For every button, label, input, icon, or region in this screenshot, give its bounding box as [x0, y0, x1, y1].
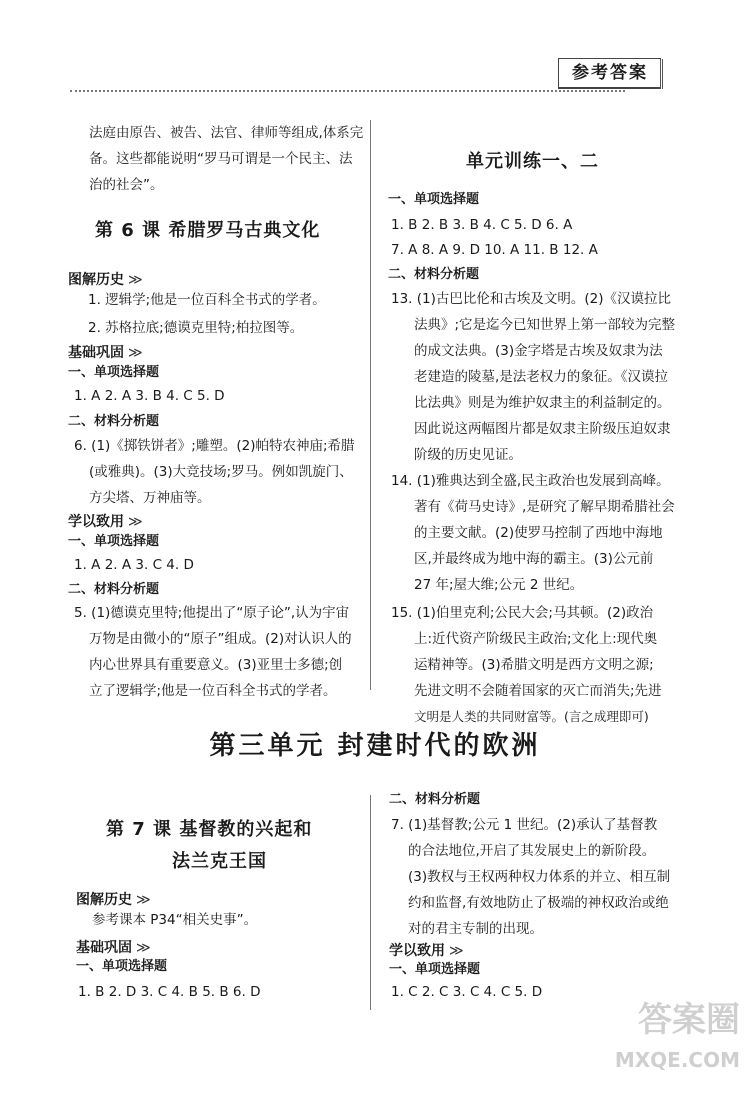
q15-line-2: 上:近代资产阶级民主政治;文化上:现代奥 — [414, 631, 658, 647]
q14-line-2: 著有《荷马史诗》,是研究了解早期希腊社会 — [414, 499, 675, 515]
jichu-material-line-3: 方尖塔、万神庙等。 — [89, 490, 211, 506]
right-single-label: 一、单项选择题 — [388, 192, 480, 207]
header-dotted-rule — [70, 90, 625, 92]
q14-line-4: 区,并最终成为地中海的霸主。(3)公元前 — [414, 551, 654, 567]
chevron-right-icon: ≫ — [128, 272, 143, 288]
lesson-6-title: 第 6 课 希腊罗马古典文化 — [95, 220, 321, 241]
right-answers-row-2: 7. A 8. A 9. D 10. A 11. B 12. A — [391, 242, 598, 258]
unit-training-title: 单元训练一、二 — [466, 151, 599, 172]
xueyi-material-line-1: 5. (1)德谟克里特;他提出了“原子论”,认为宇宙 — [74, 605, 350, 621]
xueyi-single-label: 一、单项选择题 — [68, 534, 160, 549]
q15-line-4: 先进文明不会随着国家的灭亡而消失;先进 — [414, 683, 662, 699]
lb-answers: 1. B 2. D 3. C 4. B 5. B 6. D — [78, 984, 261, 1000]
rb-answers: 1. C 2. C 3. C 4. C 5. D — [391, 984, 543, 1000]
xueyi-material-line-3: 内心世界具有重要意义。(3)亚里士多德;创 — [89, 657, 343, 673]
column-divider-bottom — [370, 795, 371, 1010]
xueyi-label-2-text: 学以致用 — [389, 943, 445, 959]
xueyi-answers: 1. A 2. A 3. C 4. D — [74, 557, 194, 573]
answer-key-tab: 参考答案 — [558, 58, 661, 89]
watermark-logo — [590, 1000, 740, 1080]
lesson-7-title-line-1: 第 7 课 基督教的兴起和 — [106, 819, 313, 840]
q13-line-2: 法典》;它是迄今已知世界上第一部较为完整 — [414, 317, 676, 333]
q13-line-6: 因此说这两幅图片都是奴隶主阶级压迫奴隶 — [414, 421, 671, 437]
q13-line-1: 13. (1)古巴比伦和古埃及文明。(2)《汉谟拉比 — [391, 291, 672, 307]
jichu-material-line-2: (或雅典)。(3)大竞技场;罗马。例如凯旋门、 — [89, 464, 353, 480]
q14-line-5: 27 年;屋大维;公元 2 世纪。 — [414, 577, 584, 593]
single-choice-label: 一、单项选择题 — [68, 365, 160, 380]
chevron-right-icon: ≫ — [136, 940, 151, 956]
q7-line-2: 的合法地位,开启了其发展史上的新阶段。 — [408, 843, 656, 859]
tujie-line-2: 2. 苏格拉底;德谟克里特;柏拉图等。 — [88, 320, 304, 336]
xueyi-material-line-2: 万物是由微小的“原子”组成。(2)对认识人的 — [89, 631, 352, 647]
xueyi-label-text: 学以致用 — [68, 514, 124, 530]
jichu-answers: 1. A 2. A 3. B 4. C 5. D — [74, 388, 225, 404]
chevron-right-icon: ≫ — [449, 943, 464, 959]
jichu-label-2-text: 基础巩固 — [76, 940, 132, 956]
q13-line-5: 比法典》则是为维护奴隶主的利益制定的。 — [414, 395, 671, 411]
chevron-right-icon: ≫ — [136, 892, 151, 908]
lesson-7-title-line-2: 法兰克王国 — [172, 851, 267, 872]
q13-line-3: 的成文法典。(3)金字塔是古埃及奴隶为法 — [414, 343, 663, 359]
intro-line-1: 法庭由原告、被告、法官、律师等组成,体系完 — [89, 125, 364, 141]
jichu-material-line-1: 6. (1)《掷铁饼者》;雕塑。(2)帕特农神庙;希腊 — [74, 438, 355, 454]
q15-line-5: 文明是人类的共同财富等。(言之成理即可) — [414, 709, 649, 724]
q15-line-1: 15. (1)伯里克利;公民大会;马其顿。(2)政治 — [391, 605, 654, 621]
q7-line-3: (3)教权与王权两种权力体系的并立、相互制 — [408, 869, 671, 885]
tujie-reference: 参考课本 P34“相关史事”。 — [92, 912, 258, 928]
chevron-right-icon: ≫ — [128, 345, 143, 361]
intro-line-3: 治的社会”。 — [89, 177, 164, 193]
q13-line-4: 老建造的陵墓,是法老权力的象征。《汉谟拉 — [414, 369, 669, 385]
q13-line-7: 阶级的历史见证。 — [414, 447, 522, 463]
watermark-line-2: MXQE.COM — [614, 1048, 740, 1072]
lb-single-label: 一、单项选择题 — [76, 959, 168, 974]
q7-line-4: 约和监督,有效地防止了极端的神权政治或绝 — [408, 895, 669, 911]
tujie-line-1: 1. 逻辑学;他是一位百科全书式的学者。 — [88, 292, 326, 308]
q14-line-1: 14. (1)雅典达到全盛,民主政治也发展到高峰。 — [391, 473, 670, 489]
column-divider-top — [370, 120, 371, 690]
unit-3-title: 第三单元 封建时代的欧洲 — [209, 731, 541, 761]
tujie-label-text: 图解历史 — [68, 272, 124, 288]
watermark-line-1: 答案圈 — [638, 1000, 740, 1040]
q7-line-1: 7. (1)基督教;公元 1 世纪。(2)承认了基督教 — [391, 817, 658, 833]
right-answers-row-1: 1. B 2. B 3. B 4. C 5. D 6. A — [391, 217, 573, 233]
xueyi-material-line-4: 立了逻辑学;他是一位百科全书式的学者。 — [89, 683, 337, 699]
rb-material-label: 二、材料分析题 — [389, 792, 481, 807]
rb-single-label: 一、单项选择题 — [389, 962, 481, 977]
q14-line-3: 的主要文献。(2)使罗马控制了西地中海地 — [414, 525, 663, 541]
material-label: 二、材料分析题 — [68, 414, 160, 429]
chevron-right-icon: ≫ — [128, 514, 143, 530]
q15-line-3: 运精神等。(3)希腊文明是西方文明之源; — [414, 657, 654, 673]
tujie-label-2-text: 图解历史 — [76, 892, 132, 908]
intro-line-2: 备。这些都能说明“罗马可谓是一个民主、法 — [89, 151, 353, 167]
jichu-label-text: 基础巩固 — [68, 345, 124, 361]
q7-line-5: 对的君主专制的出现。 — [408, 921, 543, 937]
right-material-label: 二、材料分析题 — [388, 267, 480, 282]
xueyi-material-label: 二、材料分析题 — [68, 582, 160, 597]
